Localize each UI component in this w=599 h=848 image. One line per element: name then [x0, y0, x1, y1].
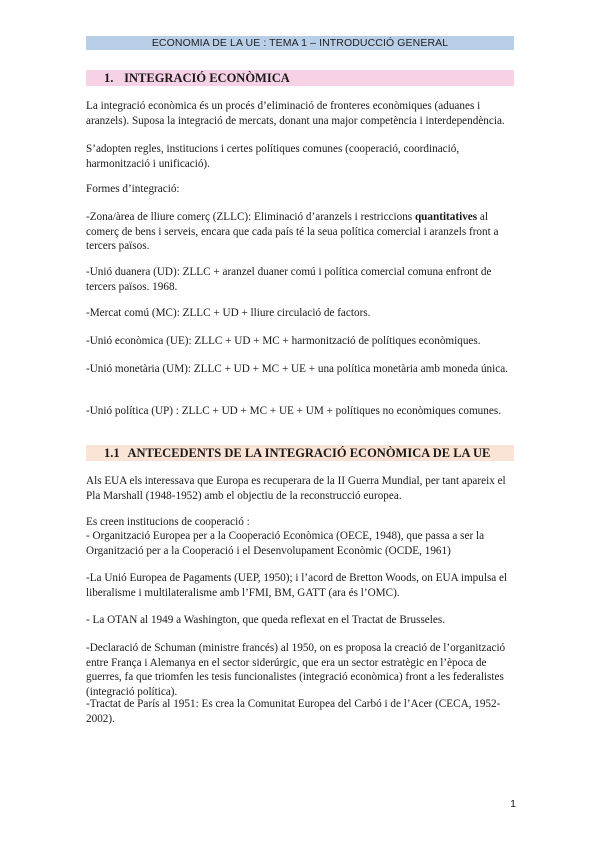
paragraph-up: -Unió política (UP) : ZLLC + UD + MC + UE + UM + polítiques no econòmiques comunes. [86, 405, 501, 417]
paragraph-uep: -La Unió Europea de Pagaments (UEP, 1950); i l’acord de Bretton Woods, on EUA impulsa el liberalisme i multilateralisme amb l’FMI, BM, GATT (ara és l’OMC). [86, 572, 508, 599]
paragraph-definition: La integració econòmica és un procés d’eliminació de fronteres econòmiques (aduanes i aranzels). Suposa la integració de mercats, donant una major competència i interdependència. [86, 100, 505, 127]
paragraph-zllc [86, 210, 516, 254]
section-heading-antecedents [86, 445, 514, 461]
paragraph-institutions-intro: Es creen institucions de cooperació : [86, 516, 250, 528]
paragraph-ud: -Unió duanera (UD): ZLLC + aranzel duaner comú i política comercial comuna enfront de tercers països. 1968. [86, 266, 492, 293]
paragraph-paris: -Tractat de París al 1951: Es crea la Comunitat Europea del Carbó i de l’Acer (CECA, 1952-2002). [86, 698, 501, 725]
section-number: 1.1 [104, 446, 120, 460]
paragraph-marshall: Als EUA els interessava que Europa es recuperara de la II Guerra Mundial, per tant apareix el Pla Marshall (1948-1952) amb el objectiu de la reconstrucció europea. [86, 475, 506, 502]
document-header: ECONOMIA DE LA UE : TEMA 1 – INTRODUCCIÓ GENERAL [86, 36, 514, 50]
paragraph-mc: -Mercat comú (MC): ZLLC + UD + lliure circulació de factors. [86, 307, 371, 319]
paragraph-rules: S’adopten regles, institucions i certes polítiques comunes (cooperació, coordinació, harmonització i unificació). [86, 143, 460, 170]
section-heading-integracio [86, 70, 514, 86]
zllc-bold-word: quantitatives [414, 211, 478, 223]
section-title: ANTECEDENTS DE LA INTEGRACIÓ ECONÒMICA DE LA UE [127, 446, 491, 460]
page-number: 1 [510, 798, 516, 810]
zllc-text-end: al comerç de bens i serveis, encara que cada país té la seua política comercial i aranzels front a tercers països. [86, 211, 499, 252]
paragraph-ue: -Unió econòmica (UE): ZLLC + UD + MC + harmonització de polítiques econòmiques. [86, 335, 481, 347]
paragraph-schuman: -Declaració de Schuman (ministre francés) al 1950, on es proposa la creació de l’organització entre França i Alemanya en el sector siderúrgic, que era un sector estratègic en l’època de guerres, fa que triomfen les tesis funcionalistes (integració econòmica) front a les federalistes (integració política). [86, 642, 506, 698]
paragraph-forms-intro: Formes d’integració: [86, 183, 180, 195]
section-title: INTEGRACIÓ ECONÒMICA [124, 71, 290, 85]
zllc-text-start: -Zona/àrea de lliure comerç (ZLLC): Eliminació d’aranzels i restriccions [86, 211, 415, 223]
paragraph-otan: - La OTAN al 1949 a Washington, que queda reflexat en el Tractat de Brusseles. [86, 614, 446, 626]
section-number: 1. [104, 71, 114, 85]
paragraph-um: -Unió monetària (UM): ZLLC + UD + MC + UE + una política monetària amb moneda única. [86, 363, 508, 375]
paragraph-oece: - Organització Europea per a la Cooperació Econòmica (OECE, 1948), que passa a ser la Organització per a la Cooperació i el Desenvolupament Econòmic (OCDE, 1961) [86, 530, 485, 557]
